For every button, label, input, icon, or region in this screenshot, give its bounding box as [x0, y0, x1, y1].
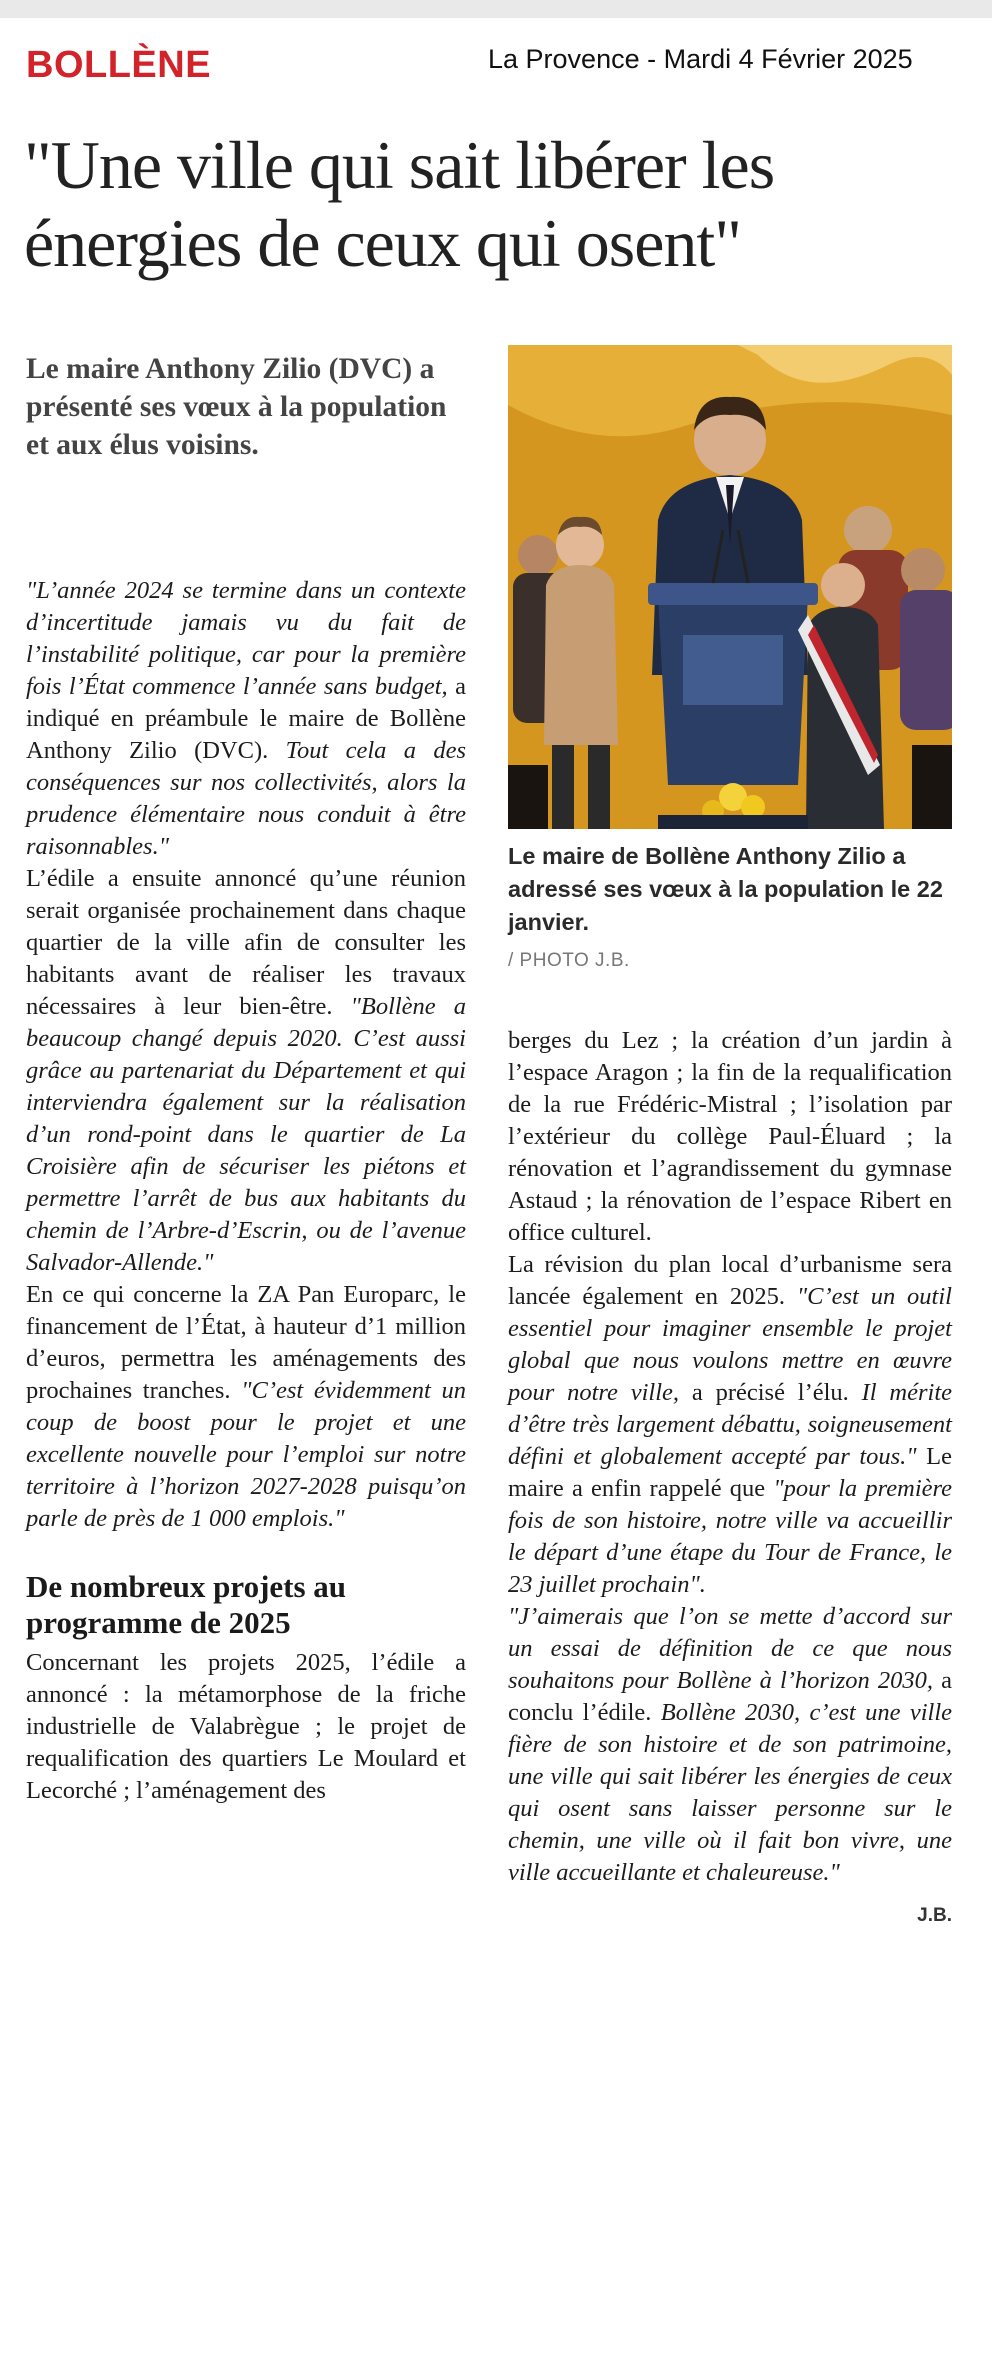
body-text: a précisé l’élu. — [679, 1379, 862, 1406]
article-paragraph — [26, 863, 466, 1279]
article-subheading: De nombreux projets au programme de 2025 — [26, 1569, 347, 1640]
photo-illustration — [508, 345, 952, 829]
left-paragraphs — [26, 575, 466, 1535]
section-rubric: BOLLÈNE — [26, 44, 212, 86]
article-paragraph — [508, 1249, 952, 1601]
right-paragraphs — [508, 1025, 952, 1889]
left-paragraphs-after-subhead — [26, 1647, 466, 1807]
photo-credit: / PHOTO J.B. — [508, 950, 630, 971]
top-gray-band — [0, 0, 992, 18]
article-column-left — [26, 575, 466, 1807]
article-paragraph — [26, 575, 466, 863]
article-paragraph — [26, 1647, 466, 1807]
body-text: La révision du plan local d’urbanisme sera lancée également en 2025. — [508, 1251, 952, 1310]
article-headline: "Une ville qui sait libérer les énergies de ceux qui osent" — [24, 127, 775, 281]
quote-text: "L’année 2024 se termine dans un contexte d’incertitude jamais vu du fait de l’instabilité politique, car pour la première fois l’État commence l’année sans budget, — [26, 577, 466, 700]
photo-caption: Le maire de Bollène Anthony Zilio a adressé ses vœux à la population le 22 janvier. — [508, 843, 943, 935]
quote-text: "pour la première fois de son histoire, notre ville va accueillir le départ d’une étape du Tour de France, le 23 juillet prochain". — [508, 1475, 952, 1598]
body-text: Le maire a enfin rappelé que — [508, 1443, 952, 1502]
quote-text: "Bollène a beaucoup changé depuis 2020. C’est aussi grâce au partenariat du Département et qui interviendra également sur la réalisation d’un rond-point dans le quartier de La Croisière afin de sécuriser les piétons et permettre l’arrêt de bus aux habitants du chemin de l’Arbre-d’Escrin, ou de l’avenue Salvador-Allende." — [26, 993, 466, 1276]
body-text: L’édile a ensuite annoncé qu’une réunion serait organisée prochainement dans chaque quartier de la ville afin de consulter les habitants avant de réaliser les travaux nécessaires à leur bien-être. — [26, 865, 466, 1020]
quote-text: "C’est un outil essentiel pour imaginer ensemble le projet global que nous voulons mettre en œuvre pour notre ville, — [508, 1283, 952, 1406]
article-column-right — [508, 1025, 952, 1927]
quote-text: "C’est évidemment un coup de boost pour le projet et une excellente nouvelle pour l’emploi sur notre territoire à l’horizon 2027-2028 puisqu’on parle de près de 1 000 emplois." — [26, 1377, 466, 1532]
quote-text: "J’aimerais que l’on se mette d’accord sur un essai de définition de ce que nous souhaitons pour Bollène à l’horizon 2030, — [508, 1603, 952, 1694]
quote-text: Bollène 2030, c’est une ville fière de son histoire et de son patrimoine, une ville qui sait libérer les énergies de ceux qui osent sans laisser personne sur le chemin, une ville où il fait bon vivre, une ville accueillante et chaleureuse." — [508, 1699, 953, 1886]
article-paragraph — [508, 1025, 952, 1249]
article-lead: Le maire Anthony Zilio (DVC) a présenté ses vœux à la population et aux élus voisins. — [26, 353, 447, 461]
ceremony-photo — [508, 345, 952, 829]
body-text: Concernant les projets 2025, l’édile a annoncé : la métamorphose de la friche industrielle de Valabrègue ; le projet de requalification des quartiers Le Moulard et Lecorché ; l’aménagement des — [26, 1649, 466, 1804]
quote-text: Tout cela a des conséquences sur nos collectivités, alors la prudence élémentaire nous conduit à être raisonnables." — [26, 737, 466, 860]
article-paragraph — [508, 1601, 952, 1889]
body-text: En ce qui concerne la ZA Pan Europarc, le financement de l’État, à hauteur d’1 million d’euros, permettra les aménagements des prochaines tranches. — [26, 1281, 466, 1404]
author-signature: J.B. — [917, 1905, 952, 1926]
body-text: a indiqué en préambule le maire de Bollène Anthony Zilio (DVC). — [26, 673, 466, 764]
newspaper-source-date: La Provence - Mardi 4 Février 2025 — [488, 44, 913, 74]
body-text: a conclu l’édile. — [508, 1667, 953, 1726]
body-text: berges du Lez ; la création d’un jardin à l’espace Aragon ; la fin de la requalification de la rue Frédéric-Mistral ; l’isolation par l’extérieur du collège Paul-Éluard ; la rénovation et l’agrandissement du gymnase Astaud ; la rénovation de l’espace Ribert en office culturel. — [508, 1027, 952, 1246]
article-paragraph — [26, 1279, 466, 1535]
quote-text: Il mérite d’être très largement débattu, soigneusement défini et globalement accepté par tous." — [508, 1379, 953, 1470]
